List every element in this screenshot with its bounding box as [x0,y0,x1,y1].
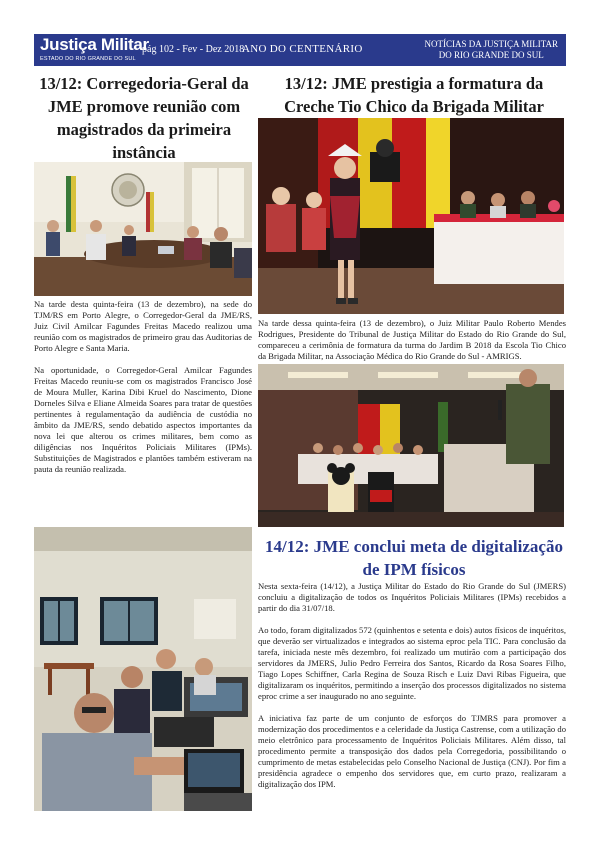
article-left-title: 13/12: Corregedoria-Geral da JME promove reunião com magistrados da primeira instância [39,74,249,162]
article-bottom-paragraph-2: Ao todo, foram digitalizados 572 (quinhentos e setenta e dois) autos físicos de inquéritos, que deverão ser virtualizados e integrados ao sistema eproc pela TIC. Para conclusão da tarefa, iniciada neste mês dezembro, foi realizado um mutirão com a participação dos servidores da JMERS, Julio Pedro Ferreira dos Santos, Ricardo da Rosa Soares Filho, Tiago Lopes Schiffner, Carla Regina de Souza Risch e Luiz Davi Ribas Figueira, que digitalizaram os inquéritos, permitindo a inserção dos processos digitalizados no sistema eproc crime a ser inaugurado no ano seguinte. [258,625,566,701]
digitization-team-photo [34,527,252,811]
article-left-paragraph-1: Na tarde desta quinta-feira (13 de dezembro), na sede do TJM/RS em Porto Alegre, o Corregedor-Geral da JME/RS, Juiz Civil Amilcar Fagundes Freitas Macedo realizou uma reunião com os magistrados de primeiro grau das Auditorias de Porto Alegre e Santa Maria. [34,299,252,353]
page-header [34,34,566,66]
centenary-label: ANO DO CENTENÁRIO [242,43,363,55]
article-left-body [34,299,252,486]
section-title [424,39,558,61]
article-bottom-title: 14/12: JME conclui meta de digitalização de IPM físicos [265,537,563,579]
graduation-ceremony-photo [258,118,564,314]
logo-title: Justiça Militar [40,35,149,54]
article-left-paragraph-2: Na oportunidade, o Corregedor-Geral Amilcar Fagundes Freitas Macedo reuniu-se com os magistrados Francisco José de Moura Muller, Karina Dibi Kruel do Nascimento, Dione Dorneles Silva e Eliane Almeida Soares para tratar de questões pertinentes à regulamentação da audiência de custódia no âmbito da JME/RS, sendo debatido aspectos importantes da nova lei que alterou os crimes militares, bem como as diligências nos Inquéritos Policiais Militares (IPMs). Substituições de Magistrados e plantões também estiveram na pauta da reunião realizada. [34,365,252,474]
article-bottom-paragraph-1: Nesta sexta-feira (14/12), a Justiça Militar do Estado do Rio Grande do Sul (JMERS) concluiu a digitalização de todos os Inquéritos Policiais Militares (IPMs) recebidos a partir do dia 31/07/18. [258,581,566,613]
ceremony-stage-photo [258,364,564,527]
logo-subtitle: ESTADO DO RIO GRANDE DO SUL [40,56,136,62]
page-info: pág 102 - Fev - Dez 2018 [142,44,245,55]
article-bottom-paragraph-3: A iniciativa faz parte de um conjunto de esforços do TJMRS para promover a modernização dos procedimentos e a celeridade da Justiça Castrense, com a utilização do meio eletrônico para processamento de Inquéritos Policiais Militares. Além disso, tal procedimento permite a transposição dos dados pela Corregedoria, possibilitando o cumprimento de metas estabelecidas pelo Conselho Nacional de Justiça (CNJ). Por fim a presidência agradece o empenho dos servidores que, em curto prazo, realizaram a digitalização dos IPM. [258,713,566,789]
section-title-line2: DO RIO GRANDE DO SUL [438,50,544,60]
section-title-line1: NOTÍCIAS DA JUSTIÇA MILITAR [424,39,558,49]
justica-militar-logo [34,34,149,66]
meeting-photo [34,162,252,296]
article-bottom-body [258,581,566,801]
article-right-title: 13/12: JME prestigia a formatura da Creche Tio Chico da Brigada Militar [284,74,544,116]
article-right-paragraph-1: Na tarde dessa quinta-feira (13 de dezembro), o Juiz Militar Paulo Roberto Mendes Rodrigues, Presidente do Tribunal de Justiça Militar do Estado do Rio Grande do Sul, compareceu a cerimônia de formatura da turma do Jardim B 2018 da Escola Tio Chico da Brigada Militar, na Associação Médica do Rio Grande do Sul - AMRIGS. [258,318,566,361]
